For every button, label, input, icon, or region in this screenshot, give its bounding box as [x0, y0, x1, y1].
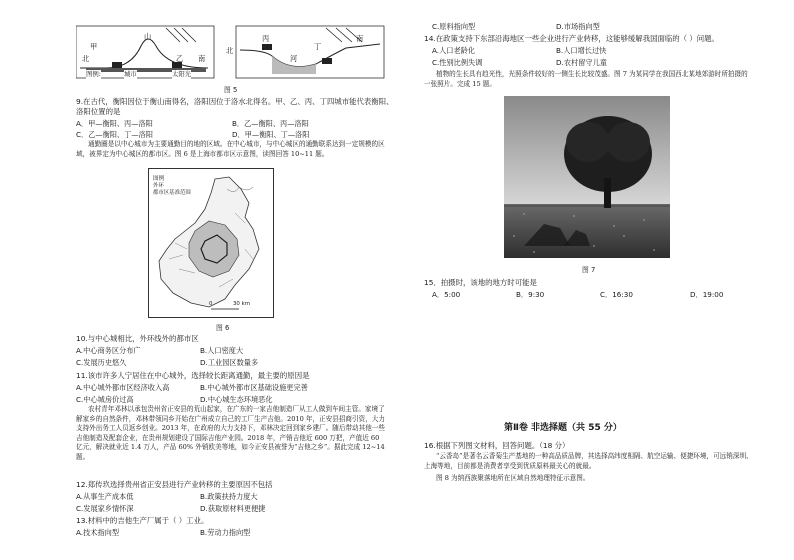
fig5-label-nan-right: 南 [356, 34, 364, 43]
fig5-label-he: 河 [290, 54, 298, 63]
fig5-label-bei-left: 北 [82, 54, 90, 63]
q13-option-a: A.技术指向型 [76, 528, 120, 537]
q11-option-c: C.中心城房价过高 [76, 395, 134, 404]
q11-option-a: A.中心城外都市区经济收入高 [76, 383, 170, 392]
fig5-caption: 图 5 [224, 86, 238, 94]
figure-5 [76, 24, 386, 80]
q14-option-c: C.性别比例失调 [432, 58, 483, 67]
tree-photo [504, 96, 670, 258]
fig6-scale-zero: 0 [209, 301, 213, 307]
q9-option-d: D．甲—衡阳、丁—洛阳 [232, 130, 310, 139]
q9-option-b: B．乙—衡阳、丙—洛阳 [232, 119, 309, 128]
fig6-legend-core: 都市区基准范围 [153, 190, 191, 196]
intro-15: 植物的生长具有趋光性，光照条件较好的一侧生长比较茂盛。图 7 为某同学在我国西北某地郊游时所拍摄的一张照片。完成 15 题。 [424, 70, 748, 88]
q10-option-d: D.工业园区数量多 [200, 358, 259, 367]
q11-stem: 11.该市许多人宁居住在中心城外，选择较长距离通勤，最主要的原因是 [76, 371, 310, 380]
fig5-label-yi: 乙 [176, 54, 184, 63]
q12-option-a: A.从事生产成本低 [76, 492, 134, 501]
intro-12-14: 农村青年邓林以承包贵州省正安县的荒山起家，在广东的一家吉他制造厂从工人做到车间主管。家境了解家乡的自然条件，邓林带领同乡开始在广州成立自己的工厂生产吉他。2010 年，正安县招商引资，大力支持外出务工人员返乡创业。2013 年，在政府的大力支持下，邓林决定回到家乡建厂。随后带动其他一些吉他制造及配套企业，在贵州规划建设了国际吉他产业园。2018 年，产销吉他近 600 万把，产值近 60 亿元，解决就业近 1.4 万人，产品 60% 外销欧美等地，如今正安县被誉为“吉他之乡”。据此完成 12~14 题。 [76, 405, 385, 461]
q12-option-c: C.发展家乡情怀深 [76, 504, 134, 513]
fig5-label-jia: 甲 [90, 42, 98, 51]
figure-6 [148, 168, 274, 318]
q16-stem: 16.根据下列图文材料，回答问题。（18 分） [424, 441, 570, 450]
q12-option-d: D.获取原材料更便捷 [200, 504, 266, 513]
q15-option-d: D．19:00 [690, 290, 724, 299]
q12-stem: 12.郑传玖选择贵州省正安县进行产业转移的主要原因不包括 [76, 480, 273, 489]
q13-option-d: D.市场指向型 [556, 22, 600, 31]
figure-7-photo [504, 96, 670, 258]
q14-option-d: D.农村留守儿童 [556, 58, 607, 67]
q13-option-b: B.劳动力指向型 [200, 528, 251, 537]
q13-option-c: C.原料指向型 [432, 22, 476, 31]
q16-paragraph-1: “云香岛”是著名云香菊生产基地的一种高品质品牌，其选择高纬度相隔、航空运输、便捷环境，可远销深圳、上海等地，目前都是消费者享受到优质原料最关心的就最。 [424, 452, 753, 470]
q9-stem-1: 9.在古代，衡阳因位于衡山南得名，洛阳因位于洛水北得名。甲、乙、丙、丁四城市能代表衡阳、 [76, 97, 394, 106]
section-2-title: 第Ⅱ卷 非选择题（共 55 分） [504, 423, 622, 433]
fig5-label-nan-left: 南 [198, 54, 206, 63]
fig5-legend-city: 城市 [124, 70, 137, 78]
q15-option-c: C．16:30 [600, 290, 633, 299]
q14-option-b: B.人口增长过快 [556, 46, 607, 55]
q15-stem: 15．拍摄时，该地的地方时可能是 [424, 278, 537, 287]
fig7-caption: 图 7 [582, 266, 596, 274]
q11-option-b: B.中心城外都市区基础设施更完善 [200, 383, 308, 392]
q13-stem: 13.材料中的吉他生产厂属于（ ）工业。 [76, 516, 209, 525]
intro-10-11: 通勤圈是以中心城市为主要通勤目的地的区域。在中心城市，与中心城区的通勤联系达到一定规模的区域，被界定为中心城区的都市区。图 6 是上海市都市区示意图，读图回答 10~11 题。 [76, 140, 385, 158]
fig5-legend-title: 图例: [86, 70, 101, 78]
q11-option-d: D.中心城生态环境恶化 [200, 395, 273, 404]
fig5-label-shan: 山 [144, 32, 152, 41]
fig6-caption: 图 6 [216, 324, 230, 332]
q12-option-b: B.政策扶持力度大 [200, 492, 258, 501]
fig6-legend-outer: 外环 [153, 183, 164, 189]
fig5-label-bei-right: 北 [226, 46, 234, 55]
q9-stem-2: 洛阳位置的是 [76, 107, 121, 116]
fig5-label-bing: 丙 [262, 34, 270, 43]
q14-stem: 14.在政策支持下东部沿海地区一些企业进行产业转移，这能够缓解我国面临的（ ）问题。 [424, 34, 719, 43]
q15-option-a: A．5:00 [432, 290, 461, 299]
q9-option-c: C．乙—衡阳、丁—洛阳 [76, 130, 153, 139]
fig6-scale-km: 30 km [233, 301, 250, 307]
q14-option-a: A.人口老龄化 [432, 46, 476, 55]
fig5-label-ding: 丁 [314, 42, 322, 51]
q16-paragraph-2: 图 8 为纳西族聚落地所在区域自然地理特征示意图。 [436, 474, 590, 482]
q10-option-c: C.发展历史悠久 [76, 358, 127, 367]
q9-option-a: A．甲—衡阳、丙—洛阳 [76, 119, 153, 128]
fig6-legend-title: 图例 [153, 176, 165, 182]
q10-option-a: A.中心商务区分布广 [76, 346, 141, 355]
q10-option-b: B.人口密度大 [200, 346, 244, 355]
q10-stem: 10.与中心城相比，外环线外的都市区 [76, 334, 199, 343]
fig5-legend-sun: 太阳光 [172, 70, 192, 78]
q15-option-b: B．9:30 [516, 290, 545, 299]
